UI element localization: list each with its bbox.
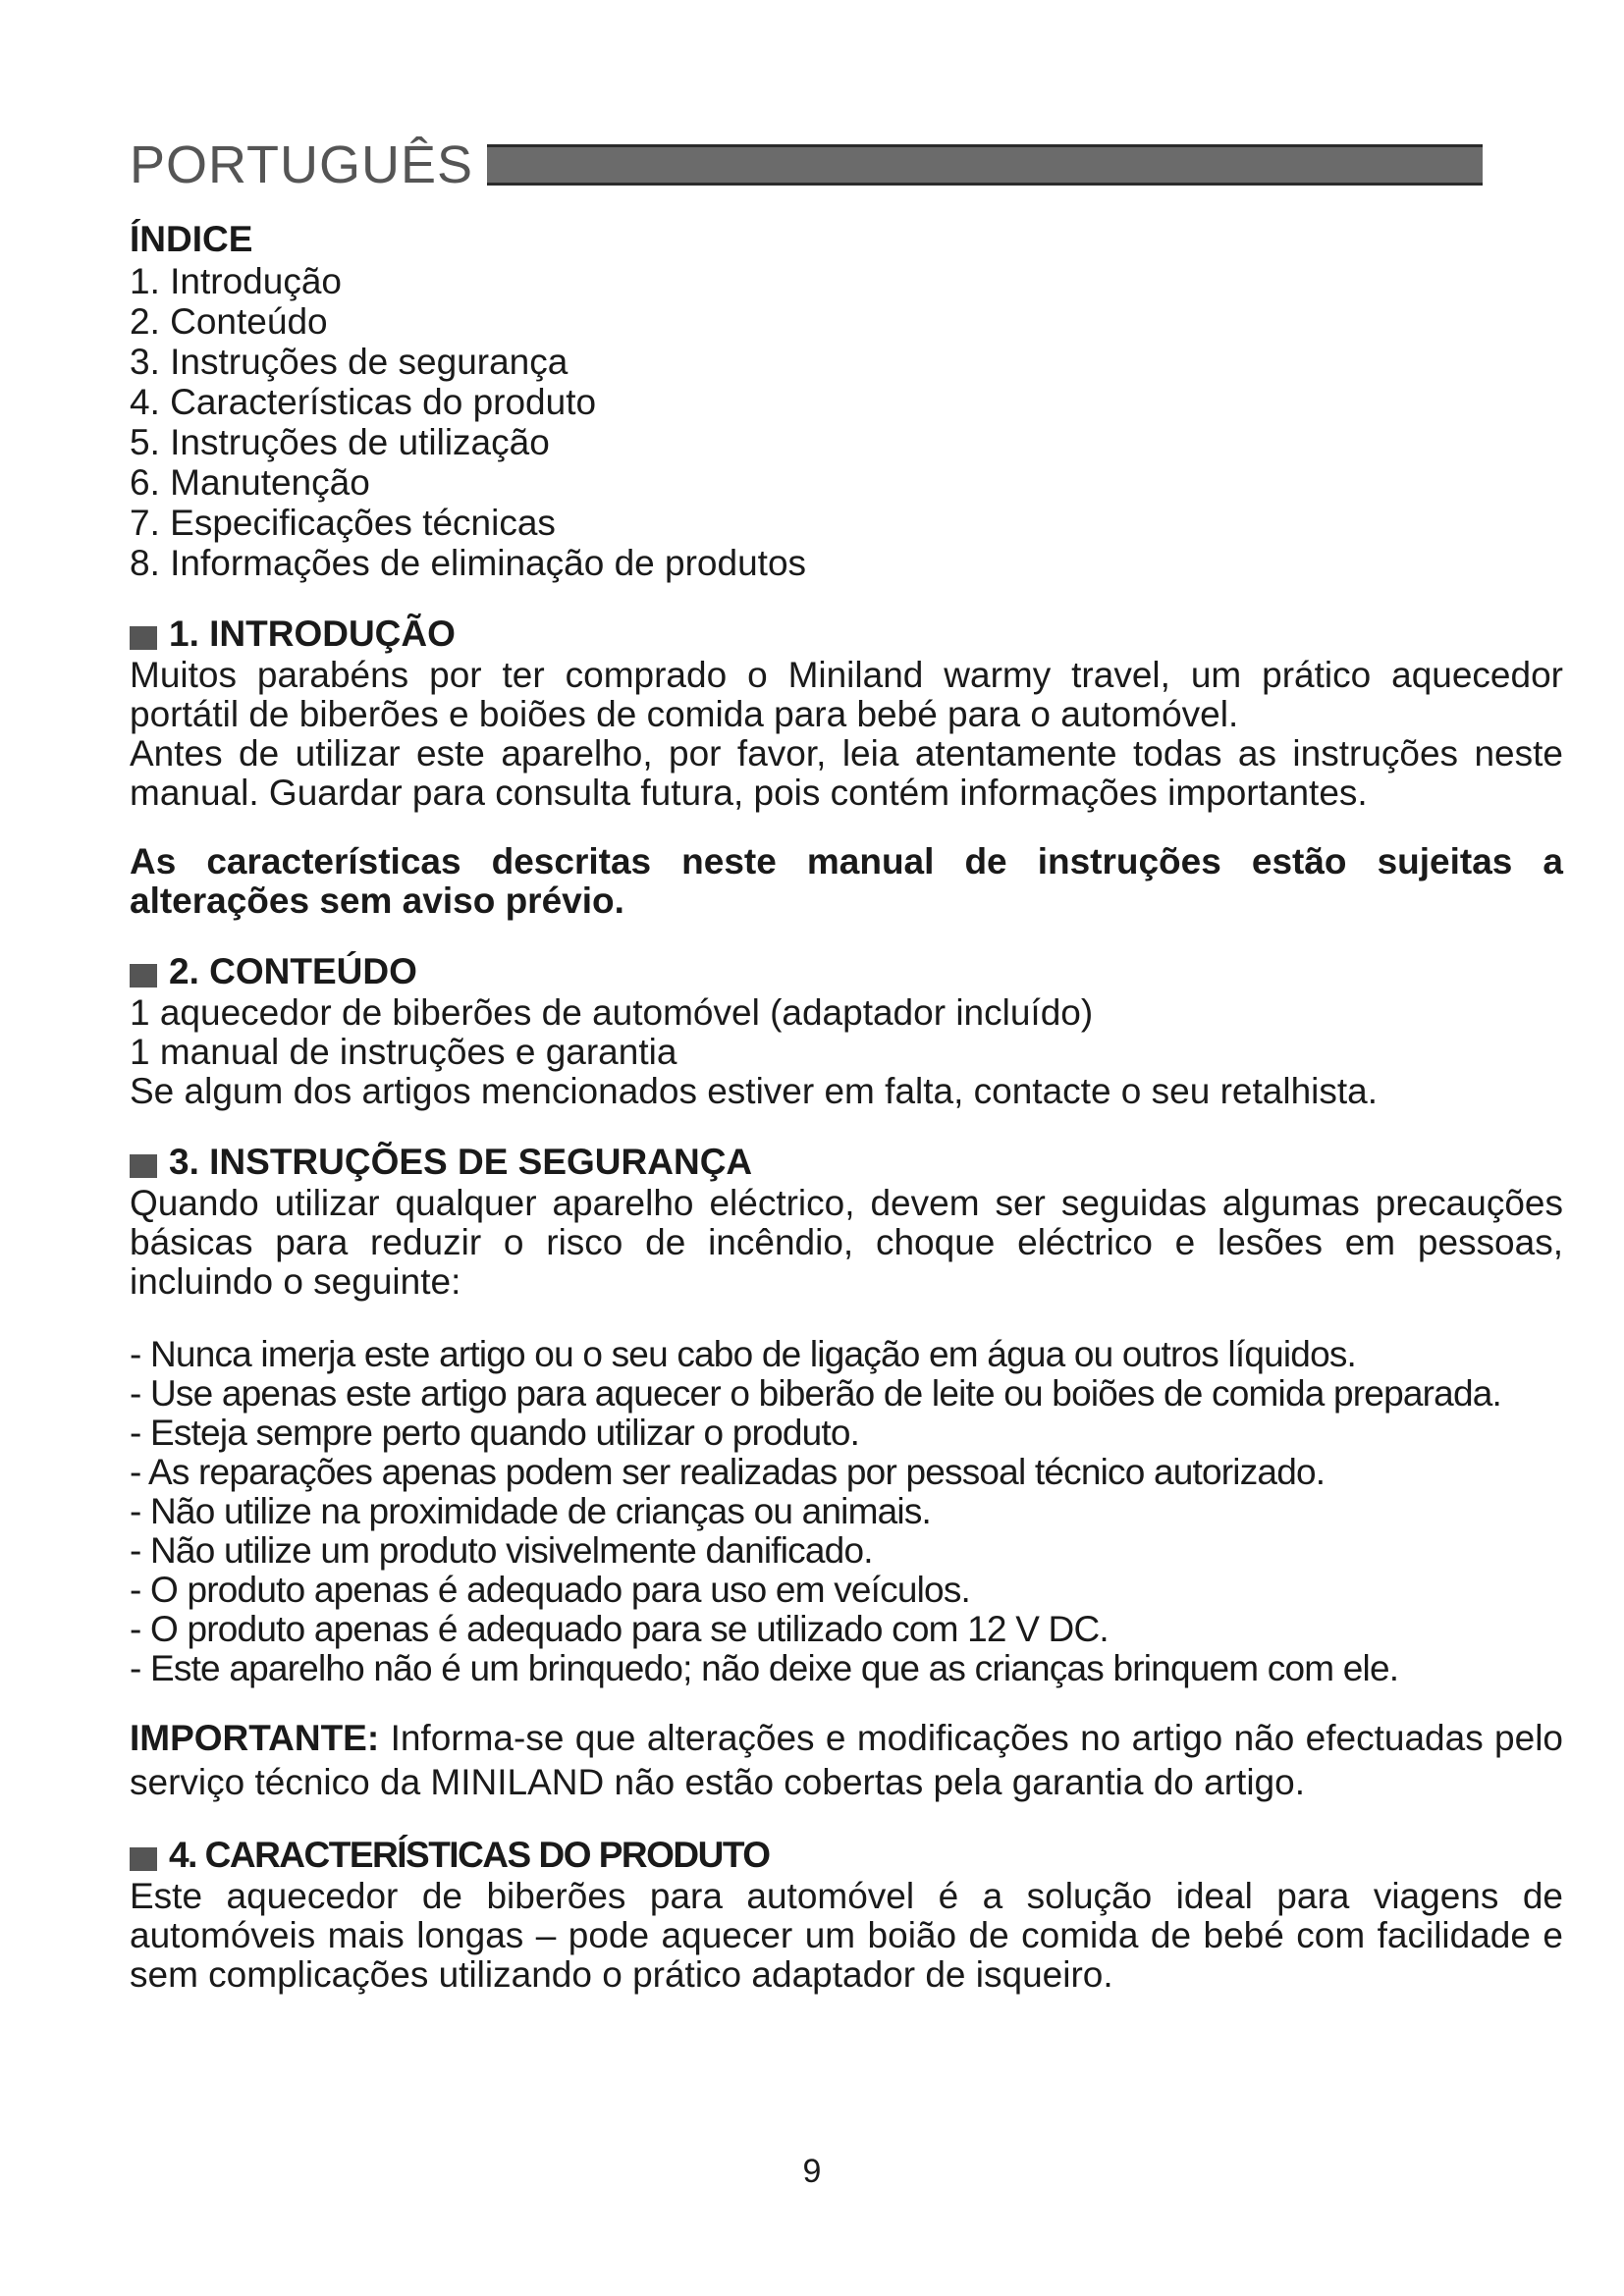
square-bullet-icon <box>130 626 157 650</box>
important-note <box>130 1716 1563 1804</box>
safety-item: - Não utilize um produto visivelmente danificado. <box>130 1530 873 1571</box>
index-item: 5. Instruções de utilização <box>130 422 550 462</box>
safety-item: - Não utilize na proximidade de crianças ou animais. <box>130 1491 931 1531</box>
safety-item: - Este aparelho não é um brinquedo; não deixe que as crianças brinquem com ele. <box>130 1648 1399 1688</box>
index-item: 7. Especificações técnicas <box>130 503 556 543</box>
section-safety <box>130 1141 1563 1804</box>
header-bar <box>487 144 1483 186</box>
manual-page <box>130 126 1563 1995</box>
safety-item: - Use apenas este artigo para aquecer o biberão de leite ou boiões de comida preparada. <box>130 1373 1501 1414</box>
section-title: 2. CONTEÚDO <box>169 951 417 991</box>
contents-line: 1 manual de instruções e garantia <box>130 1032 677 1072</box>
safety-list <box>130 1335 1563 1688</box>
section-introduction <box>130 613 1563 921</box>
square-bullet-icon <box>130 1847 157 1871</box>
section-features <box>130 1834 1563 1995</box>
important-paragraph <box>130 1716 1563 1804</box>
safety-item: - O produto apenas é adequado para uso em veículos. <box>130 1570 971 1610</box>
safety-item: - O produto apenas é adequado para se utilizado com 12 V DC. <box>130 1609 1109 1649</box>
important-label: IMPORTANTE: <box>130 1718 380 1758</box>
notice-text: As características descritas neste manual de instruções estão sujeitas a alterações sem aviso prévio. <box>130 841 1563 921</box>
page-number: 9 <box>802 2153 822 2190</box>
intro-paragraph: Muitos parabéns por ter comprado o Miniland warmy travel, um prático aquecedor portátil de biberões e boiões de comida para bebé para o automóvel. <box>130 655 1563 734</box>
language-title: PORTUGUÊS <box>130 135 474 194</box>
features-text: Este aquecedor de biberões para automóvel é a solução ideal para viagens de automóveis mais longas – pode aquecer um boião de comida de bebé com facilidade e sem complicações utilizando o prático adaptador de isqueiro. <box>130 1876 1563 1995</box>
square-bullet-icon <box>130 964 157 988</box>
safety-item: - As reparações apenas podem ser realizadas por pessoal técnico autorizado. <box>130 1452 1326 1492</box>
index-item: 6. Manutenção <box>130 462 370 503</box>
index-list <box>130 261 1563 583</box>
section-heading <box>130 1834 1563 1877</box>
important-text: Informa-se que alterações e modificações no artigo não efectuadas pelo serviço técnico da MINILAND não estão cobertas pela garantia do artigo. <box>130 1718 1564 1802</box>
square-bullet-icon <box>130 1154 157 1178</box>
index-item: 4. Características do produto <box>130 382 597 422</box>
language-header <box>130 126 1563 204</box>
index-item: 2. Conteúdo <box>130 301 328 342</box>
index-item: 3. Instruções de segurança <box>130 342 568 382</box>
index-item: 1. Introdução <box>130 261 342 301</box>
section-title: 3. INSTRUÇÕES DE SEGURANÇA <box>169 1142 753 1182</box>
intro-paragraph: Antes de utilizar este aparelho, por favor, leia atentamente todas as instruções neste manual. Guardar para consulta futura, pois contém informações importantes. <box>130 733 1563 813</box>
section-heading <box>130 1141 1563 1184</box>
section-heading <box>130 950 1563 993</box>
safety-item: - Esteja sempre perto quando utilizar o produto. <box>130 1413 860 1453</box>
section-title: 4. CARACTERÍSTICAS DO PRODUTO <box>169 1835 770 1875</box>
contents-line: 1 aquecedor de biberões de automóvel (adaptador incluído) <box>130 992 1094 1033</box>
safety-item: - Nunca imerja este artigo ou o seu cabo de ligação em água ou outros líquidos. <box>130 1334 1357 1374</box>
safety-intro: Quando utilizar qualquer aparelho eléctrico, devem ser seguidas algumas precauções básicas para reduzir o risco de incêndio, choque eléctrico e lesões em pessoas, incluindo o seguinte: <box>130 1183 1563 1302</box>
section-heading <box>130 613 1563 656</box>
contents-line: Se algum dos artigos mencionados estiver em falta, contacte o seu retalhista. <box>130 1071 1379 1111</box>
index-title: ÍNDICE <box>130 219 253 259</box>
index-item: 8. Informações de eliminação de produtos <box>130 543 807 583</box>
section-title: 1. INTRODUÇÃO <box>169 614 456 654</box>
section-contents <box>130 950 1563 1111</box>
